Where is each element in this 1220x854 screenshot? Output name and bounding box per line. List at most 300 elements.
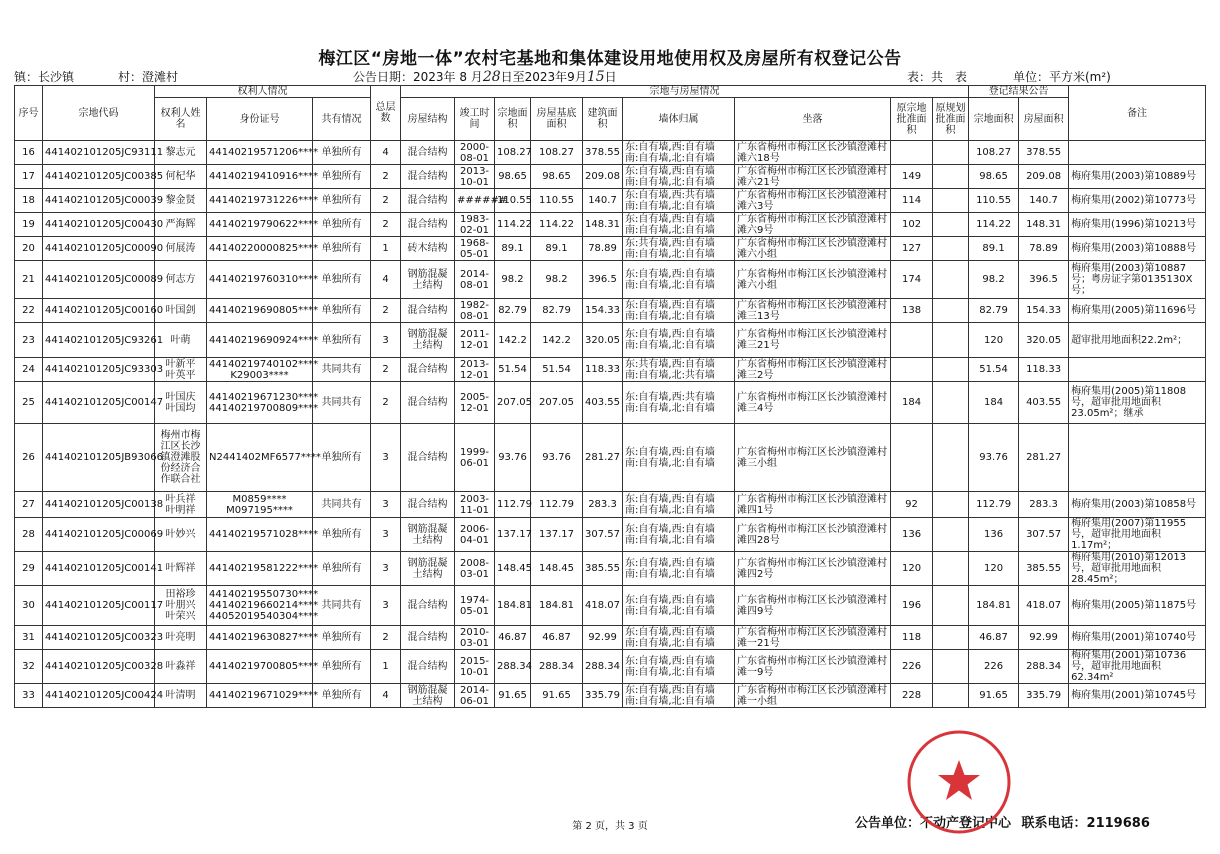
cell-result-parcel: 82.79 bbox=[969, 299, 1019, 323]
cell-share: 单独所有 bbox=[313, 323, 371, 358]
cell-orig-planned bbox=[933, 552, 969, 586]
cell-base-area: 91.65 bbox=[531, 684, 583, 708]
cell-result-parcel: 51.54 bbox=[969, 358, 1019, 382]
cell-location: 广东省梅州市梅江区长沙镇澄滩村滩三13号 bbox=[735, 299, 891, 323]
cell-structure: 钢筋混凝土结构 bbox=[401, 261, 455, 299]
cell-base-area: 288.34 bbox=[531, 650, 583, 684]
cell-share: 单独所有 bbox=[313, 684, 371, 708]
cell-completed: 2006-04-01 bbox=[455, 518, 495, 552]
cell-building-area: 154.33 bbox=[583, 299, 623, 323]
cell-id-number: 44140219740102**** K29003**** bbox=[207, 358, 313, 382]
cell-floors: 2 bbox=[371, 165, 401, 189]
cell-id-number: 44140219700805**** bbox=[207, 650, 313, 684]
cell-result-house: 118.33 bbox=[1019, 358, 1069, 382]
cell-building-area: 396.5 bbox=[583, 261, 623, 299]
cell-orig-planned bbox=[933, 358, 969, 382]
cell-building-area: 403.55 bbox=[583, 382, 623, 424]
cell-structure: 混合结构 bbox=[401, 424, 455, 492]
cell-location: 广东省梅州市梅江区长沙镇澄滩村滩一9号 bbox=[735, 650, 891, 684]
cell-owner-name: 叶妙兴 bbox=[155, 518, 207, 552]
cell-completed: 1982-08-01 bbox=[455, 299, 495, 323]
cell-orig-approved: 120 bbox=[891, 552, 933, 586]
cell-owner-name: 叶清明 bbox=[155, 684, 207, 708]
cell-share: 共同共有 bbox=[313, 382, 371, 424]
table-row bbox=[15, 424, 1206, 492]
cell-structure: 钢筋混凝土结构 bbox=[401, 518, 455, 552]
cell-result-house: 378.55 bbox=[1019, 141, 1069, 165]
cell-share: 单独所有 bbox=[313, 626, 371, 650]
cell-remarks bbox=[1069, 141, 1206, 165]
cell-result-house: 320.05 bbox=[1019, 323, 1069, 358]
cell-floors: 3 bbox=[371, 586, 401, 626]
cell-orig-planned bbox=[933, 424, 969, 492]
cell-remarks: 梅府集用(2001)第10740号 bbox=[1069, 626, 1206, 650]
cell-result-parcel: 184.81 bbox=[969, 586, 1019, 626]
cell-location: 广东省梅州市梅江区长沙镇澄滩村滩三4号 bbox=[735, 382, 891, 424]
cell-parcel-area: 114.22 bbox=[495, 213, 531, 237]
cell-structure: 混合结构 bbox=[401, 358, 455, 382]
cell-orig-approved: 196 bbox=[891, 586, 933, 626]
cell-building-area: 209.08 bbox=[583, 165, 623, 189]
date-mid: 日至2023年9月 bbox=[500, 70, 587, 84]
cell-result-house: 209.08 bbox=[1019, 165, 1069, 189]
cell-remarks: 梅府集用(2010)第12013号，超审批用地面积28.45m²； bbox=[1069, 552, 1206, 586]
unit-label: 单位：平方米(m²) bbox=[1013, 70, 1111, 84]
cell-id-number: 44140219760310**** bbox=[207, 261, 313, 299]
cell-orig-approved: 138 bbox=[891, 299, 933, 323]
cell-parcel-area: 89.1 bbox=[495, 237, 531, 261]
announcement-date bbox=[353, 68, 617, 85]
table-row bbox=[15, 626, 1206, 650]
cell-seq: 24 bbox=[15, 358, 43, 382]
cell-owner-name: 叶国庆 叶国均 bbox=[155, 382, 207, 424]
cell-completed: 2003-11-01 bbox=[455, 492, 495, 518]
cell-remarks: 梅府集用(1996)第10213号 bbox=[1069, 213, 1206, 237]
cell-parcel-code: 441402101205JC00117 bbox=[43, 586, 155, 626]
cell-result-parcel: 98.2 bbox=[969, 261, 1019, 299]
cell-orig-planned bbox=[933, 141, 969, 165]
cell-owner-name: 黎志元 bbox=[155, 141, 207, 165]
cell-share: 单独所有 bbox=[313, 213, 371, 237]
cell-floors: 3 bbox=[371, 492, 401, 518]
cell-result-house: 78.89 bbox=[1019, 237, 1069, 261]
cell-orig-approved: 226 bbox=[891, 650, 933, 684]
cell-building-area: 307.57 bbox=[583, 518, 623, 552]
cell-location: 广东省梅州市梅江区长沙镇澄滩村滩六21号 bbox=[735, 165, 891, 189]
cell-floors: 2 bbox=[371, 382, 401, 424]
cell-completed: 2013-12-01 bbox=[455, 358, 495, 382]
cell-wall: 东:自有墙,西:自有墙 南:自有墙,北:自有墙 bbox=[623, 492, 735, 518]
cell-completed: 1974-05-01 bbox=[455, 586, 495, 626]
cell-structure: 混合结构 bbox=[401, 650, 455, 684]
cell-base-area: 184.81 bbox=[531, 586, 583, 626]
cell-seq: 20 bbox=[15, 237, 43, 261]
cell-id-number: 44140219550730**** 44140219660214**** 44052019540304**** bbox=[207, 586, 313, 626]
cell-structure: 混合结构 bbox=[401, 213, 455, 237]
cell-share: 单独所有 bbox=[313, 189, 371, 213]
cell-orig-approved: 102 bbox=[891, 213, 933, 237]
cell-floors: 2 bbox=[371, 358, 401, 382]
cell-structure: 混合结构 bbox=[401, 492, 455, 518]
cell-share: 单独所有 bbox=[313, 141, 371, 165]
cell-parcel-code: 441402101205JC00039 bbox=[43, 189, 155, 213]
cell-structure: 钢筋混凝土结构 bbox=[401, 684, 455, 708]
cell-wall: 东:共有墙,西:自有墙 南:自有墙,北:共有墙 bbox=[623, 358, 735, 382]
cell-result-house: 418.07 bbox=[1019, 586, 1069, 626]
cell-orig-planned bbox=[933, 518, 969, 552]
cell-base-area: 51.54 bbox=[531, 358, 583, 382]
cell-orig-planned bbox=[933, 323, 969, 358]
header-id-number: 身份证号 bbox=[207, 98, 313, 141]
cell-wall: 东:自有墙,西:自有墙 南:自有墙,北:自有墙 bbox=[623, 141, 735, 165]
cell-seq: 22 bbox=[15, 299, 43, 323]
cell-parcel-area: 137.17 bbox=[495, 518, 531, 552]
cell-wall: 东:共有墙,西:自有墙 南:自有墙,北:自有墙 bbox=[623, 237, 735, 261]
cell-location: 广东省梅州市梅江区长沙镇澄滩村滩一21号 bbox=[735, 626, 891, 650]
cell-wall: 东:自有墙,西:自有墙 南:自有墙,北:自有墙 bbox=[623, 586, 735, 626]
cell-seq: 18 bbox=[15, 189, 43, 213]
cell-id-number: 44140219581222**** bbox=[207, 552, 313, 586]
cell-share: 单独所有 bbox=[313, 552, 371, 586]
cell-id-number: 44140219731226**** bbox=[207, 189, 313, 213]
cell-structure: 混合结构 bbox=[401, 141, 455, 165]
cell-owner-name: 叶新平 叶英平 bbox=[155, 358, 207, 382]
cell-result-parcel: 89.1 bbox=[969, 237, 1019, 261]
page-title: 梅江区“房地一体”农村宅基地和集体建设用地使用权及房屋所有权登记公告 bbox=[318, 49, 902, 69]
cell-location: 广东省梅州市梅江区长沙镇澄滩村滩六3号 bbox=[735, 189, 891, 213]
cell-owner-name: 叶淼祥 bbox=[155, 650, 207, 684]
cell-owner-name: 叶萌 bbox=[155, 323, 207, 358]
cell-seq: 25 bbox=[15, 382, 43, 424]
cell-structure: 混合结构 bbox=[401, 382, 455, 424]
cell-parcel-area: 110.55 bbox=[495, 189, 531, 213]
cell-parcel-area: 108.27 bbox=[495, 141, 531, 165]
cell-base-area: 89.1 bbox=[531, 237, 583, 261]
cell-floors: 1 bbox=[371, 650, 401, 684]
cell-owner-name: 叶兵祥 叶明祥 bbox=[155, 492, 207, 518]
cell-parcel-code: 441402101205JC00138 bbox=[43, 492, 155, 518]
cell-result-parcel: 110.55 bbox=[969, 189, 1019, 213]
cell-floors: 4 bbox=[371, 261, 401, 299]
cell-result-house: 396.5 bbox=[1019, 261, 1069, 299]
cell-parcel-code: 441402101205JC00385 bbox=[43, 165, 155, 189]
cell-parcel-area: 207.05 bbox=[495, 382, 531, 424]
cell-orig-approved: 228 bbox=[891, 684, 933, 708]
cell-wall: 东:自有墙,西:自有墙 南:自有墙,北:自有墙 bbox=[623, 518, 735, 552]
cell-wall: 东:自有墙,西:共有墙 南:自有墙,北:自有墙 bbox=[623, 382, 735, 424]
cell-seq: 28 bbox=[15, 518, 43, 552]
seal-star-icon bbox=[938, 760, 980, 800]
cell-result-parcel: 120 bbox=[969, 323, 1019, 358]
cell-parcel-area: 112.79 bbox=[495, 492, 531, 518]
cell-base-area: 108.27 bbox=[531, 141, 583, 165]
header-share: 共有情况 bbox=[313, 98, 371, 141]
header-parcel-code: 宗地代码 bbox=[43, 86, 155, 141]
table-row bbox=[15, 684, 1206, 708]
cell-base-area: 207.05 bbox=[531, 382, 583, 424]
cell-parcel-area: 288.34 bbox=[495, 650, 531, 684]
cell-base-area: 93.76 bbox=[531, 424, 583, 492]
cell-id-number: 44140219690805**** bbox=[207, 299, 313, 323]
table-row bbox=[15, 358, 1206, 382]
cell-parcel-area: 142.2 bbox=[495, 323, 531, 358]
cell-completed: 2015-10-01 bbox=[455, 650, 495, 684]
cell-id-number: 44140219671029**** bbox=[207, 684, 313, 708]
cell-result-parcel: 91.65 bbox=[969, 684, 1019, 708]
cell-parcel-code: 441402101205JC00090 bbox=[43, 237, 155, 261]
cell-structure: 钢筋混凝土结构 bbox=[401, 552, 455, 586]
cell-parcel-area: 93.76 bbox=[495, 424, 531, 492]
cell-base-area: 148.45 bbox=[531, 552, 583, 586]
cell-result-parcel: 120 bbox=[969, 552, 1019, 586]
cell-floors: 3 bbox=[371, 323, 401, 358]
table-row bbox=[15, 141, 1206, 165]
cell-id-number: N2441402MF6577**** bbox=[207, 424, 313, 492]
cell-structure: 混合结构 bbox=[401, 299, 455, 323]
cell-orig-approved: 127 bbox=[891, 237, 933, 261]
cell-structure: 混合结构 bbox=[401, 189, 455, 213]
cell-parcel-code: 441402101205JB93066 bbox=[43, 424, 155, 492]
table-count-label: 表：共 表 bbox=[907, 70, 968, 84]
cell-result-house: 403.55 bbox=[1019, 382, 1069, 424]
cell-id-number: 44140219690924**** bbox=[207, 323, 313, 358]
cell-base-area: 98.65 bbox=[531, 165, 583, 189]
cell-building-area: 320.05 bbox=[583, 323, 623, 358]
table-body bbox=[15, 141, 1206, 708]
cell-completed: 2013-10-01 bbox=[455, 165, 495, 189]
cell-orig-approved bbox=[891, 358, 933, 382]
cell-share: 单独所有 bbox=[313, 165, 371, 189]
date-suffix: 日 bbox=[604, 70, 617, 84]
cell-location: 广东省梅州市梅江区长沙镇澄滩村滩四1号 bbox=[735, 492, 891, 518]
cell-completed: 2014-06-01 bbox=[455, 684, 495, 708]
cell-orig-planned bbox=[933, 299, 969, 323]
page-number: 第 2 页，共 3 页 bbox=[572, 821, 648, 832]
cell-location: 广东省梅州市梅江区长沙镇澄滩村滩六小组 bbox=[735, 261, 891, 299]
cell-seq: 31 bbox=[15, 626, 43, 650]
cell-location: 广东省梅州市梅江区长沙镇澄滩村滩四9号 bbox=[735, 586, 891, 626]
cell-building-area: 148.31 bbox=[583, 213, 623, 237]
cell-structure: 混合结构 bbox=[401, 586, 455, 626]
table-row bbox=[15, 165, 1206, 189]
cell-parcel-code: 441402101205JC00147 bbox=[43, 382, 155, 424]
cell-completed: 2011-12-01 bbox=[455, 323, 495, 358]
cell-completed: 1968-05-01 bbox=[455, 237, 495, 261]
cell-remarks: 梅府集用(2005)第11696号 bbox=[1069, 299, 1206, 323]
cell-structure: 砖木结构 bbox=[401, 237, 455, 261]
date-start-day: 28 bbox=[482, 69, 501, 85]
table-row bbox=[15, 382, 1206, 424]
cell-owner-name: 严海辉 bbox=[155, 213, 207, 237]
cell-location: 广东省梅州市梅江区长沙镇澄滩村滩四28号 bbox=[735, 518, 891, 552]
cell-orig-planned bbox=[933, 650, 969, 684]
table-row bbox=[15, 261, 1206, 299]
cell-base-area: 112.79 bbox=[531, 492, 583, 518]
cell-owner-name: 梅州市梅江区长沙镇澄滩股份经济合作联合社 bbox=[155, 424, 207, 492]
cell-result-parcel: 98.65 bbox=[969, 165, 1019, 189]
cell-owner-name: 叶辉祥 bbox=[155, 552, 207, 586]
cell-seq: 17 bbox=[15, 165, 43, 189]
cell-remarks: 梅府集用(2003)第10888号 bbox=[1069, 237, 1206, 261]
cell-result-parcel: 114.22 bbox=[969, 213, 1019, 237]
cell-floors: 3 bbox=[371, 518, 401, 552]
cell-remarks bbox=[1069, 424, 1206, 492]
cell-floors: 4 bbox=[371, 684, 401, 708]
cell-parcel-area: 91.65 bbox=[495, 684, 531, 708]
issuer-label: 公告单位：不动产登记中心 bbox=[855, 816, 1012, 831]
cell-parcel-area: 46.87 bbox=[495, 626, 531, 650]
header-seq: 序号 bbox=[15, 86, 43, 141]
cell-owner-name: 何展涛 bbox=[155, 237, 207, 261]
cell-orig-approved bbox=[891, 424, 933, 492]
cell-orig-approved bbox=[891, 323, 933, 358]
cell-parcel-area: 184.81 bbox=[495, 586, 531, 626]
cell-location: 广东省梅州市梅江区长沙镇澄滩村滩三小组 bbox=[735, 424, 891, 492]
cell-share: 单独所有 bbox=[313, 299, 371, 323]
cell-result-house: 385.55 bbox=[1019, 552, 1069, 586]
cell-seq: 27 bbox=[15, 492, 43, 518]
cell-wall: 东:自有墙,西:自有墙 南:自有墙,北:自有墙 bbox=[623, 323, 735, 358]
cell-id-number: 44140219571028**** bbox=[207, 518, 313, 552]
cell-share: 单独所有 bbox=[313, 261, 371, 299]
cell-orig-approved: 136 bbox=[891, 518, 933, 552]
header-wall: 墙体归属 bbox=[623, 98, 735, 141]
cell-base-area: 46.87 bbox=[531, 626, 583, 650]
table-row bbox=[15, 299, 1206, 323]
cell-building-area: 118.33 bbox=[583, 358, 623, 382]
cell-orig-approved: 92 bbox=[891, 492, 933, 518]
cell-orig-planned bbox=[933, 382, 969, 424]
cell-share: 共同共有 bbox=[313, 358, 371, 382]
cell-owner-name: 叶国剑 bbox=[155, 299, 207, 323]
cell-result-parcel: 112.79 bbox=[969, 492, 1019, 518]
cell-parcel-area: 98.2 bbox=[495, 261, 531, 299]
cell-location: 广东省梅州市梅江区长沙镇澄滩村滩三21号 bbox=[735, 323, 891, 358]
cell-id-number: M0859**** M097195**** bbox=[207, 492, 313, 518]
cell-floors: 2 bbox=[371, 299, 401, 323]
cell-id-number: 44140220000825**** bbox=[207, 237, 313, 261]
cell-remarks: 梅府集用(2001)第10736号，超审批用地面积62.34m² bbox=[1069, 650, 1206, 684]
cell-result-house: 92.99 bbox=[1019, 626, 1069, 650]
cell-orig-planned bbox=[933, 261, 969, 299]
cell-orig-planned bbox=[933, 626, 969, 650]
table-row bbox=[15, 323, 1206, 358]
table-row bbox=[15, 237, 1206, 261]
cell-completed: 2005-12-01 bbox=[455, 382, 495, 424]
cell-parcel-code: 441402101205JC00323 bbox=[43, 626, 155, 650]
cell-result-house: 307.57 bbox=[1019, 518, 1069, 552]
cell-seq: 23 bbox=[15, 323, 43, 358]
phone-label: 联系电话：2119686 bbox=[1021, 816, 1150, 831]
cell-structure: 混合结构 bbox=[401, 165, 455, 189]
cell-share: 单独所有 bbox=[313, 518, 371, 552]
cell-wall: 东:自有墙,西:自有墙 南:自有墙,北:自有墙 bbox=[623, 552, 735, 586]
cell-parcel-code: 441402101205JC93261 bbox=[43, 323, 155, 358]
cell-wall: 东:自有墙,西:自有墙 南:自有墙,北:自有墙 bbox=[623, 213, 735, 237]
cell-building-area: 281.27 bbox=[583, 424, 623, 492]
cell-building-area: 140.7 bbox=[583, 189, 623, 213]
cell-base-area: 137.17 bbox=[531, 518, 583, 552]
cell-building-area: 288.34 bbox=[583, 650, 623, 684]
cell-completed: 2008-03-01 bbox=[455, 552, 495, 586]
table-row bbox=[15, 492, 1206, 518]
cell-base-area: 110.55 bbox=[531, 189, 583, 213]
cell-structure: 混合结构 bbox=[401, 626, 455, 650]
cell-orig-approved: 184 bbox=[891, 382, 933, 424]
cell-building-area: 92.99 bbox=[583, 626, 623, 650]
cell-id-number: 44140219571206**** bbox=[207, 141, 313, 165]
header-result-group: 登记结果公告 bbox=[969, 86, 1069, 98]
official-seal bbox=[905, 728, 1013, 836]
cell-remarks: 梅府集用(2007)第11955号，超审批用地面积1.17m²； bbox=[1069, 518, 1206, 552]
cell-location: 广东省梅州市梅江区长沙镇澄滩村滩一小组 bbox=[735, 684, 891, 708]
cell-location: 广东省梅州市梅江区长沙镇澄滩村滩六18号 bbox=[735, 141, 891, 165]
cell-remarks: 梅府集用(2001)第10745号 bbox=[1069, 684, 1206, 708]
date-end-day: 15 bbox=[586, 69, 605, 85]
cell-remarks: 梅府集用(2003)第10858号 bbox=[1069, 492, 1206, 518]
cell-orig-approved: 118 bbox=[891, 626, 933, 650]
table-row bbox=[15, 213, 1206, 237]
header-orig-planned: 原规划批准面积 bbox=[933, 98, 969, 141]
cell-base-area: 98.2 bbox=[531, 261, 583, 299]
cell-wall: 东:自有墙,西:自有墙 南:自有墙,北:自有墙 bbox=[623, 165, 735, 189]
cell-remarks: 超审批用地面积22.2m²； bbox=[1069, 323, 1206, 358]
cell-completed: 2010-03-01 bbox=[455, 626, 495, 650]
cell-floors: 2 bbox=[371, 626, 401, 650]
cell-completed: 1999-06-01 bbox=[455, 424, 495, 492]
header-completed: 竣工时间 bbox=[455, 98, 495, 141]
cell-orig-approved: 149 bbox=[891, 165, 933, 189]
cell-base-area: 142.2 bbox=[531, 323, 583, 358]
cell-parcel-code: 441402101205JC93303 bbox=[43, 358, 155, 382]
cell-building-area: 378.55 bbox=[583, 141, 623, 165]
cell-result-parcel: 136 bbox=[969, 518, 1019, 552]
cell-base-area: 82.79 bbox=[531, 299, 583, 323]
table-row bbox=[15, 518, 1206, 552]
header-base-area: 房屋基底面积 bbox=[531, 98, 583, 141]
cell-share: 共同共有 bbox=[313, 586, 371, 626]
cell-location: 广东省梅州市梅江区长沙镇澄滩村滩四2号 bbox=[735, 552, 891, 586]
header-floors: 总层数 bbox=[371, 86, 401, 141]
cell-seq: 19 bbox=[15, 213, 43, 237]
cell-owner-name: 黎金贤 bbox=[155, 189, 207, 213]
table-row bbox=[15, 650, 1206, 684]
cell-orig-planned bbox=[933, 237, 969, 261]
cell-owner-name: 何杞华 bbox=[155, 165, 207, 189]
cell-remarks: 梅府集用(2003)第10889号 bbox=[1069, 165, 1206, 189]
cell-owner-name: 田裕珍 叶朋兴 叶荣兴 bbox=[155, 586, 207, 626]
cell-remarks: 梅府集用(2003)第10887号；粤房证字第0135130X号； bbox=[1069, 261, 1206, 299]
header-land-group: 宗地与房屋情况 bbox=[401, 86, 969, 98]
cell-building-area: 283.3 bbox=[583, 492, 623, 518]
header-result-parcel: 宗地面积 bbox=[969, 98, 1019, 141]
header-building-area: 建筑面积 bbox=[583, 98, 623, 141]
cell-building-area: 385.55 bbox=[583, 552, 623, 586]
cell-building-area: 78.89 bbox=[583, 237, 623, 261]
cell-parcel-code: 441402101205JC00069 bbox=[43, 518, 155, 552]
cell-seq: 32 bbox=[15, 650, 43, 684]
cell-result-parcel: 226 bbox=[969, 650, 1019, 684]
header-orig-approved: 原宗地批准面积 bbox=[891, 98, 933, 141]
cell-floors: 1 bbox=[371, 237, 401, 261]
cell-parcel-code: 441402101205JC00089 bbox=[43, 261, 155, 299]
cell-seq: 33 bbox=[15, 684, 43, 708]
cell-orig-planned bbox=[933, 189, 969, 213]
cell-orig-approved: 174 bbox=[891, 261, 933, 299]
cell-seq: 29 bbox=[15, 552, 43, 586]
cell-wall: 东:自有墙,西:共有墙 南:自有墙,北:自有墙 bbox=[623, 189, 735, 213]
table-row bbox=[15, 552, 1206, 586]
